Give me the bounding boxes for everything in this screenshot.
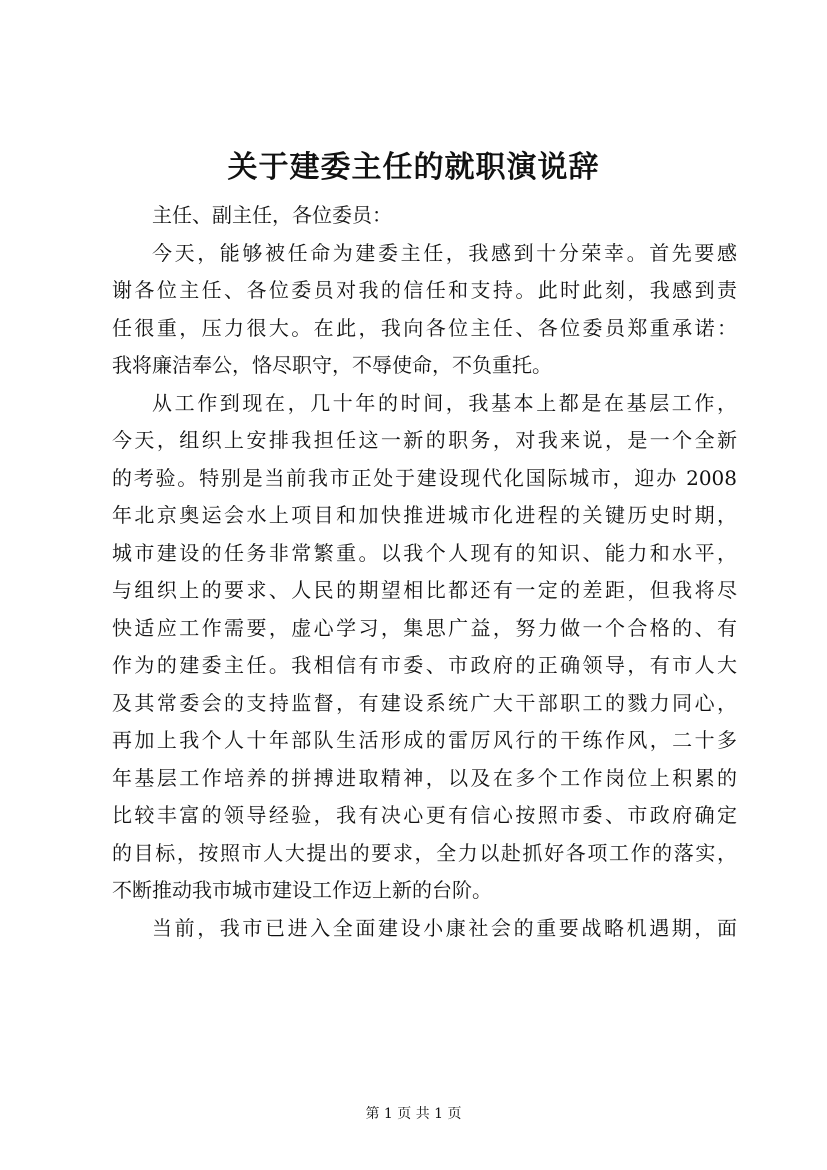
paragraph-line: 今天，组织上安排我担任这一新的职务，对我来说，是一个全新 [112, 428, 737, 452]
paragraph-line: 从工作到现在，几十年的时间，我基本上都是在基层工作， [152, 390, 737, 415]
paragraph-line: 谢各位主任、各位委员对我的信任和支持。此时此刻，我感到责 [112, 278, 737, 302]
paragraph-line: 年北京奥运会水上项目和加快推进城市化进程的关键历史时期， [112, 503, 737, 527]
paragraph-line: 任很重，压力很大。在此，我向各位主任、各位委员郑重承诺： [112, 315, 737, 340]
paragraph-line: 今天，能够被任命为建委主任，我感到十分荣幸。首先要感 [152, 240, 737, 265]
salutation-line: 主任、副主任，各位委员： [152, 203, 392, 227]
paragraph-line: 不断推动我市城市建设工作迈上新的台阶。 [112, 878, 492, 902]
document-body [112, 197, 737, 947]
paragraph-line: 当前，我市已进入全面建设小康社会的重要战略机遇期，面 [152, 915, 737, 940]
paragraph-line: 年基层工作培养的拼搏进取精神，以及在多个工作岗位上积累的 [112, 765, 737, 790]
paragraph-line: 快适应工作需要，虚心学习，集思广益，努力做一个合格的、有 [112, 615, 737, 640]
paragraph-line: 的考验。特别是当前我市正处于建设现代化国际城市，迎办 2008 [112, 465, 737, 490]
paragraph-line: 我将廉洁奉公，恪尽职守，不辱使命，不负重托。 [112, 353, 552, 377]
paragraph-line: 城市建设的任务非常繁重。以我个人现有的知识、能力和水平， [112, 540, 737, 565]
paragraph-line: 与组织上的要求、人民的期望相比都还有一定的差距，但我将尽 [112, 578, 737, 602]
page-number-footer: 第 1 页 共 1 页 [365, 1106, 462, 1122]
document-title: 关于建委主任的就职演说辞 [227, 150, 600, 185]
paragraph-line: 再加上我个人十年部队生活形成的雷厉风行的干练作风，二十多 [112, 728, 737, 752]
paragraph-line: 及其常委会的支持监督，有建设系统广大干部职工的戮力同心， [112, 690, 737, 715]
paragraph-line: 比较丰富的领导经验，我有决心更有信心按照市委、市政府确定 [112, 803, 737, 827]
paragraph-line: 作为的建委主任。我相信有市委、市政府的正确领导，有市人大 [112, 653, 737, 677]
paragraph-line: 的目标，按照市人大提出的要求，全力以赴抓好各项工作的落实， [112, 840, 737, 865]
